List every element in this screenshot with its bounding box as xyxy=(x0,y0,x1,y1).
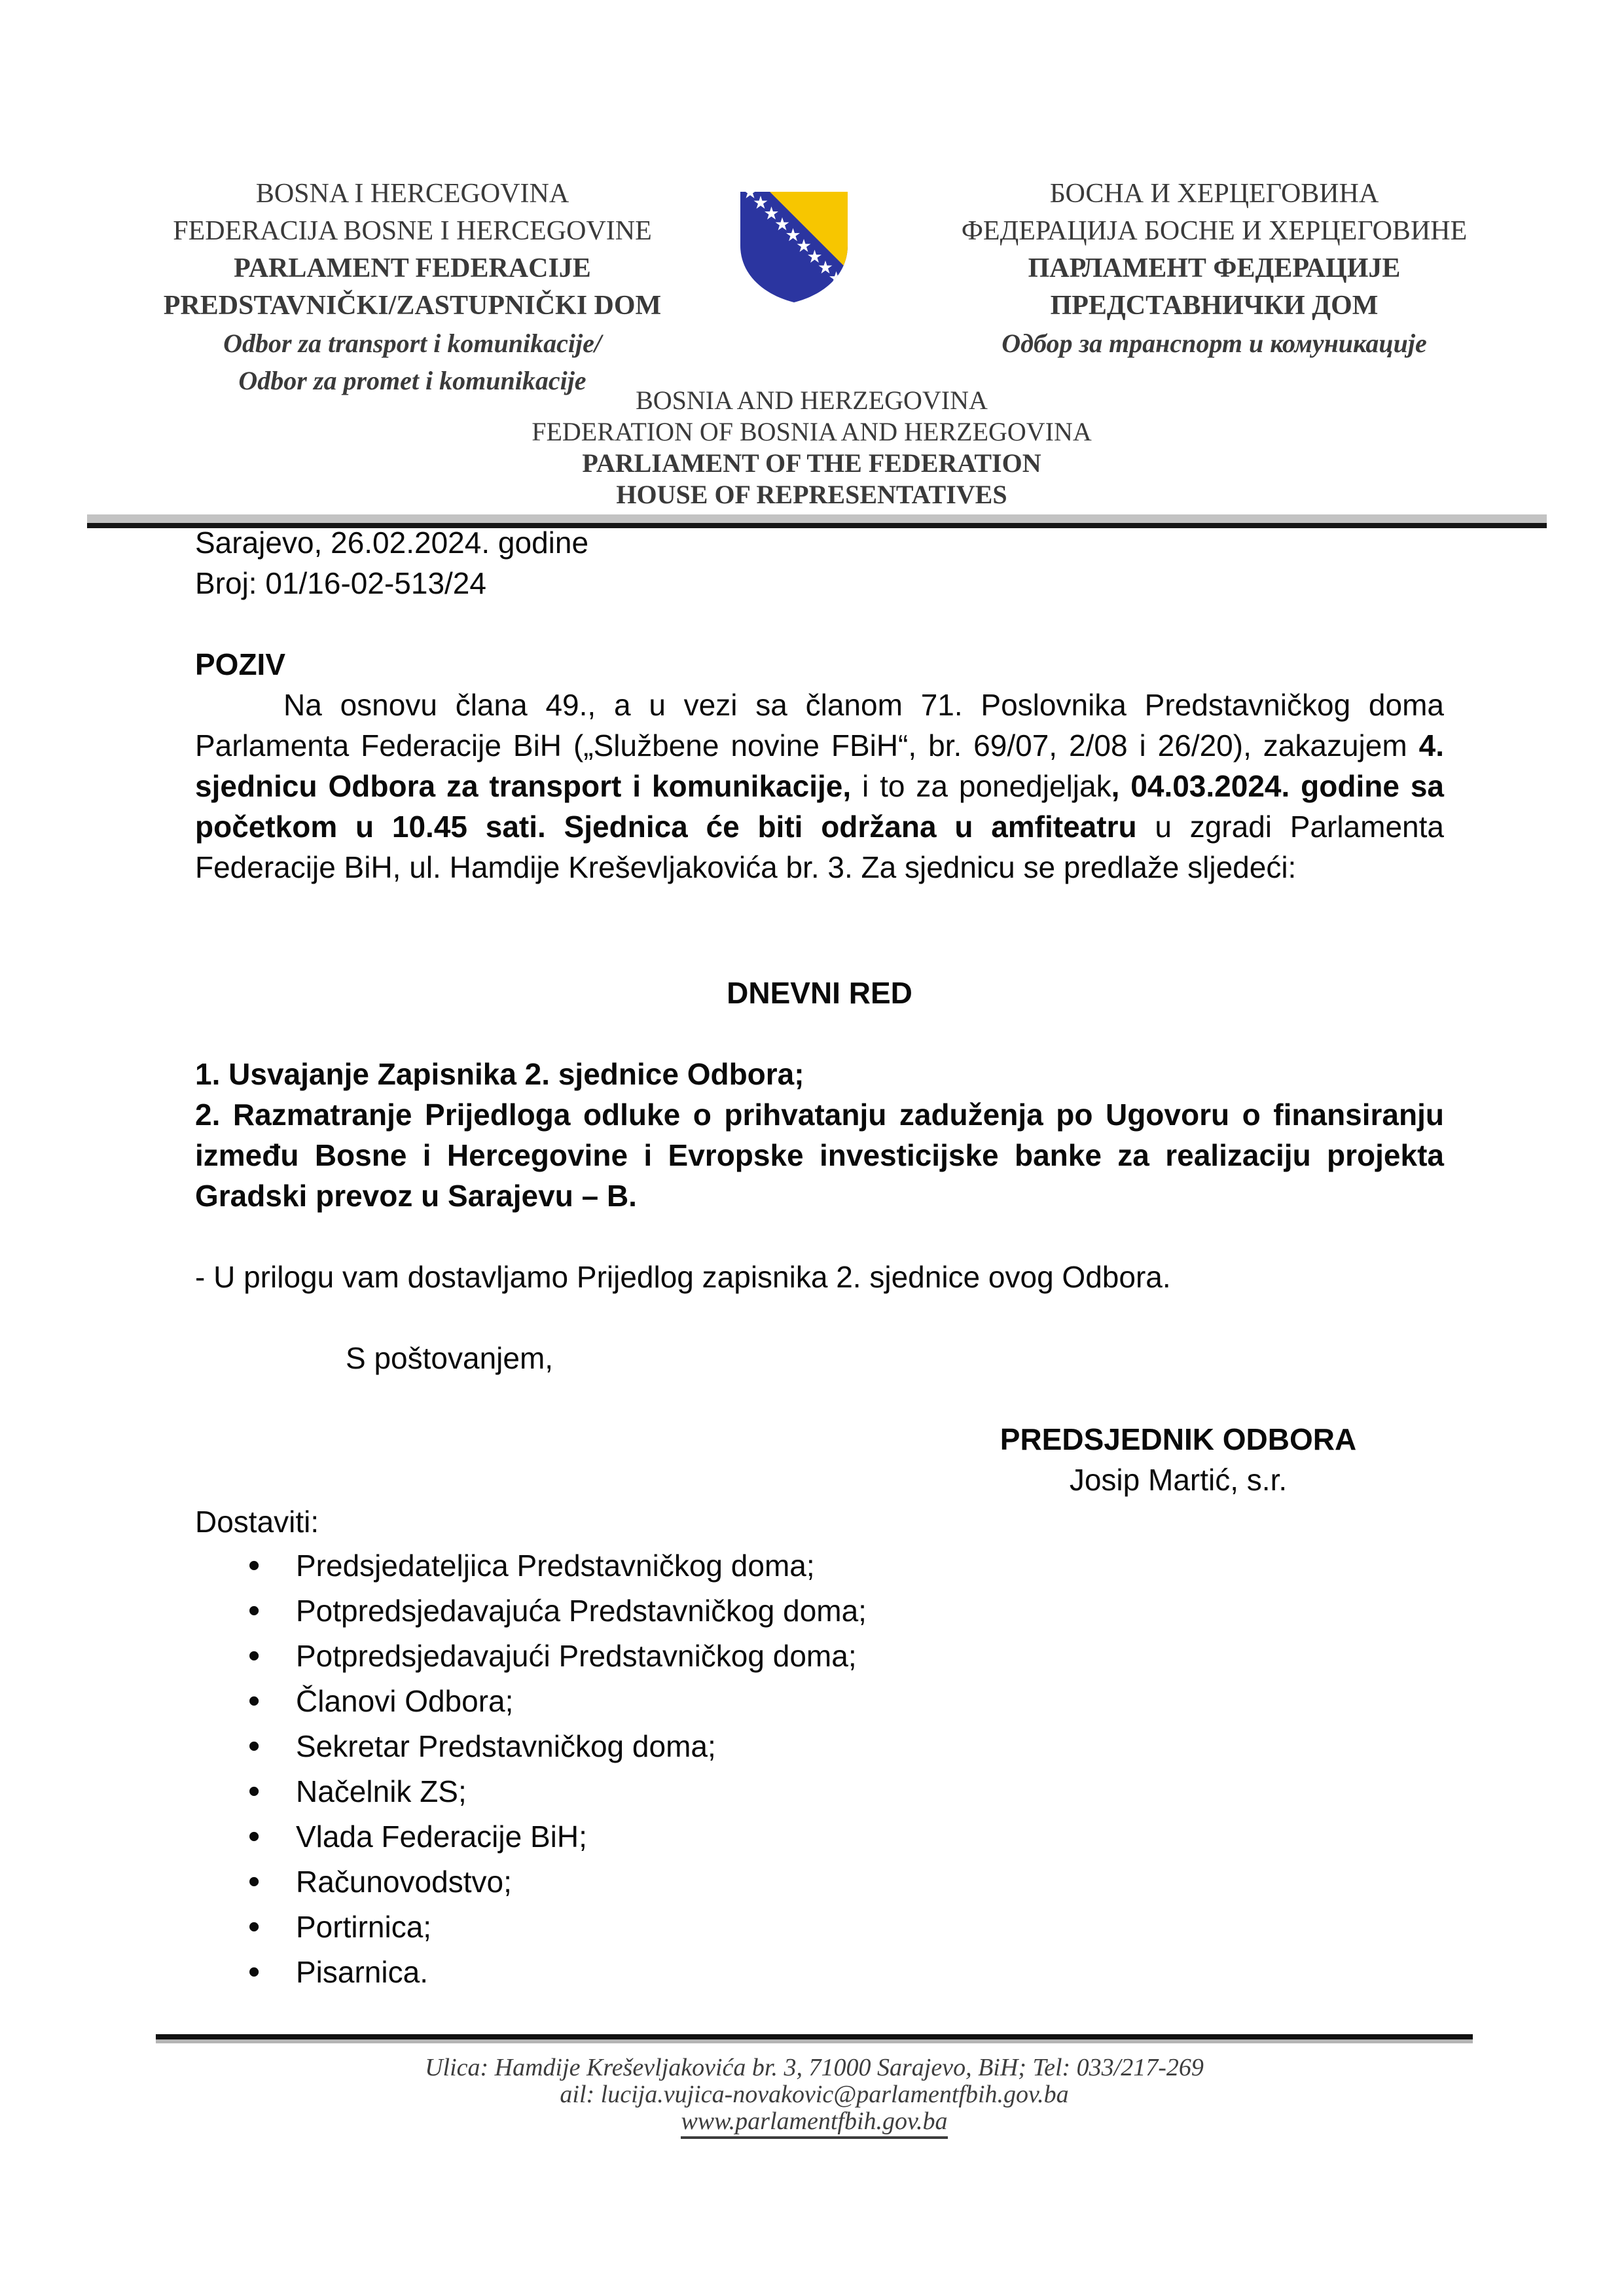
list-item: • Portirnica; xyxy=(195,1905,1444,1950)
signature-block xyxy=(969,1419,1388,1500)
paragraph-part: Na osnovu člana 49., a u vezi sa članom 71. Poslovnika Predstavničkog doma Parlamenta Federacije BiH („Službene novine FBiH“, br. 69/07, 2/08 i 26/20), zakazujem xyxy=(195,688,1444,762)
list-item: • Predsjedateljica Predstavničkog doma; xyxy=(195,1543,1444,1588)
header-committee-line-1: Odbor za transport i komunikacije/ xyxy=(223,329,602,358)
distribution-label: Dostaviti: xyxy=(195,1505,319,1539)
list-item: • Potpredsjedavajuća Predstavničkog doma; xyxy=(195,1588,1444,1634)
paragraph-part: u zgradi Parlamenta Federacije BiH, ul. Hamdije Kreševljakovića br. 3. Za sjednicu se predlaže sljedeći: xyxy=(195,810,1444,884)
header-house-line: PREDSTAVNIČKI/ZASTUPNIČKI DOM xyxy=(163,291,662,321)
footer-website-line xyxy=(156,2108,1473,2139)
list-item: • Pisarnica. xyxy=(195,1950,1444,1995)
footer-address-line: Ulica: Hamdije Kreševljakovića br. 3, 71000 Sarajevo, BiH; Tel: 033/217-269 xyxy=(425,2054,1204,2081)
header-committee-line-cyr: Одбор за транспорт и комуникације xyxy=(1001,329,1427,358)
paragraph-part-bold: 4. sjednicu Odbora za transport i komunikacije, xyxy=(195,728,1444,803)
list-item: • Računovodstvo; xyxy=(195,1859,1444,1905)
header-federation-line: FEDERACIJA BOSNE I HERCEGOVINE xyxy=(173,216,652,246)
letter-footer xyxy=(156,2034,1473,2139)
header-country-line-en: BOSNIA AND HERZEGOVINA xyxy=(636,386,988,415)
letter-title: POZIV xyxy=(195,647,286,681)
place-date-line: Sarajevo, 26.02.2024. godine xyxy=(195,526,589,560)
closing-salutation: S poštovanjem, xyxy=(346,1341,554,1375)
header-house-line-en: HOUSE OF REPRESENTATIVES xyxy=(616,480,1007,509)
footer-divider-gray xyxy=(156,2039,1473,2043)
footer-divider-black xyxy=(156,2034,1473,2039)
header-country-line-cyr: БОСНА И ХЕРЦЕГОВИНА xyxy=(1049,179,1379,209)
header-committee-line-2: Odbor za promet i komunikacije xyxy=(238,366,586,395)
header-federation-line-en: FEDERATION OF BOSNIA AND HERZEGOVINA xyxy=(532,417,1092,446)
agenda-title: DNEVNI RED xyxy=(727,976,912,1010)
coat-of-arms-svg xyxy=(738,190,850,304)
header-parliament-line-cyr: ПАРЛАМЕНТ ФЕДЕРАЦИЈЕ xyxy=(1028,253,1401,283)
reference-number-line: Broj: 01/16-02-513/24 xyxy=(195,566,486,600)
list-item: • Potpredsjedavajući Predstavničkog doma; xyxy=(195,1634,1444,1679)
distribution-items xyxy=(195,1543,1444,1995)
header-parliament-line: PARLAMENT FEDERACIJE xyxy=(234,253,591,283)
header-house-line-cyr: ПРЕДСТАВНИЧКИ ДОМ xyxy=(1050,291,1379,321)
list-item: • Načelnik ZS; xyxy=(195,1769,1444,1814)
letter-meta xyxy=(195,522,588,603)
invitation-paragraph xyxy=(195,685,1444,888)
header-federation-line-cyr: ФЕДЕРАЦИЈА БОСНЕ И ХЕРЦЕГОВИНЕ xyxy=(961,216,1468,246)
header-country-line: BOSNA I HERCEGOVINA xyxy=(255,179,569,209)
header-left-block xyxy=(79,175,746,399)
list-item: • Sekretar Predstavničkog doma; xyxy=(195,1724,1444,1769)
bih-coat-of-arms-icon xyxy=(738,190,850,304)
website-link[interactable]: www.parlamentfbih.gov.ba xyxy=(681,2108,947,2139)
signature-name: Josip Martić, s.r. xyxy=(1069,1463,1288,1497)
footer-email-line: ail: lucija.vujica-novakovic@parlamentfbih.gov.ba xyxy=(560,2081,1069,2108)
signature-title: PREDSJEDNIK ODBORA xyxy=(1000,1422,1357,1456)
agenda-item-2: 2. Razmatranje Prijedloga odluke o prihvatanju zaduženja po Ugovoru o finansiranju između Bosne i Hercegovine i Evropske investicijske banke za realizaciju projekta Gradski prevoz u Sarajevu – B. xyxy=(195,1098,1444,1213)
paragraph-part-bold: , 04.03.2024. godine sa početkom u 10.45 sati. Sjednica će biti održana u amfiteatru xyxy=(195,769,1444,844)
header-parliament-line-en: PARLIAMENT OF THE FEDERATION xyxy=(582,448,1041,478)
header-center-block xyxy=(16,385,1607,511)
paragraph-part: i to za ponedjeljak xyxy=(851,769,1111,803)
agenda-item-1: 1. Usvajanje Zapisnika 2. sjednice Odbora; xyxy=(195,1057,804,1091)
list-item: • Vlada Federacije BiH; xyxy=(195,1814,1444,1859)
header-right-block xyxy=(884,175,1545,362)
attachment-note: - U prilogu vam dostavljamo Prijedlog zapisnika 2. sjednice ovog Odbora. xyxy=(195,1260,1171,1294)
list-item: • Članovi Odbora; xyxy=(195,1679,1444,1724)
distribution-list xyxy=(195,1543,1444,1995)
